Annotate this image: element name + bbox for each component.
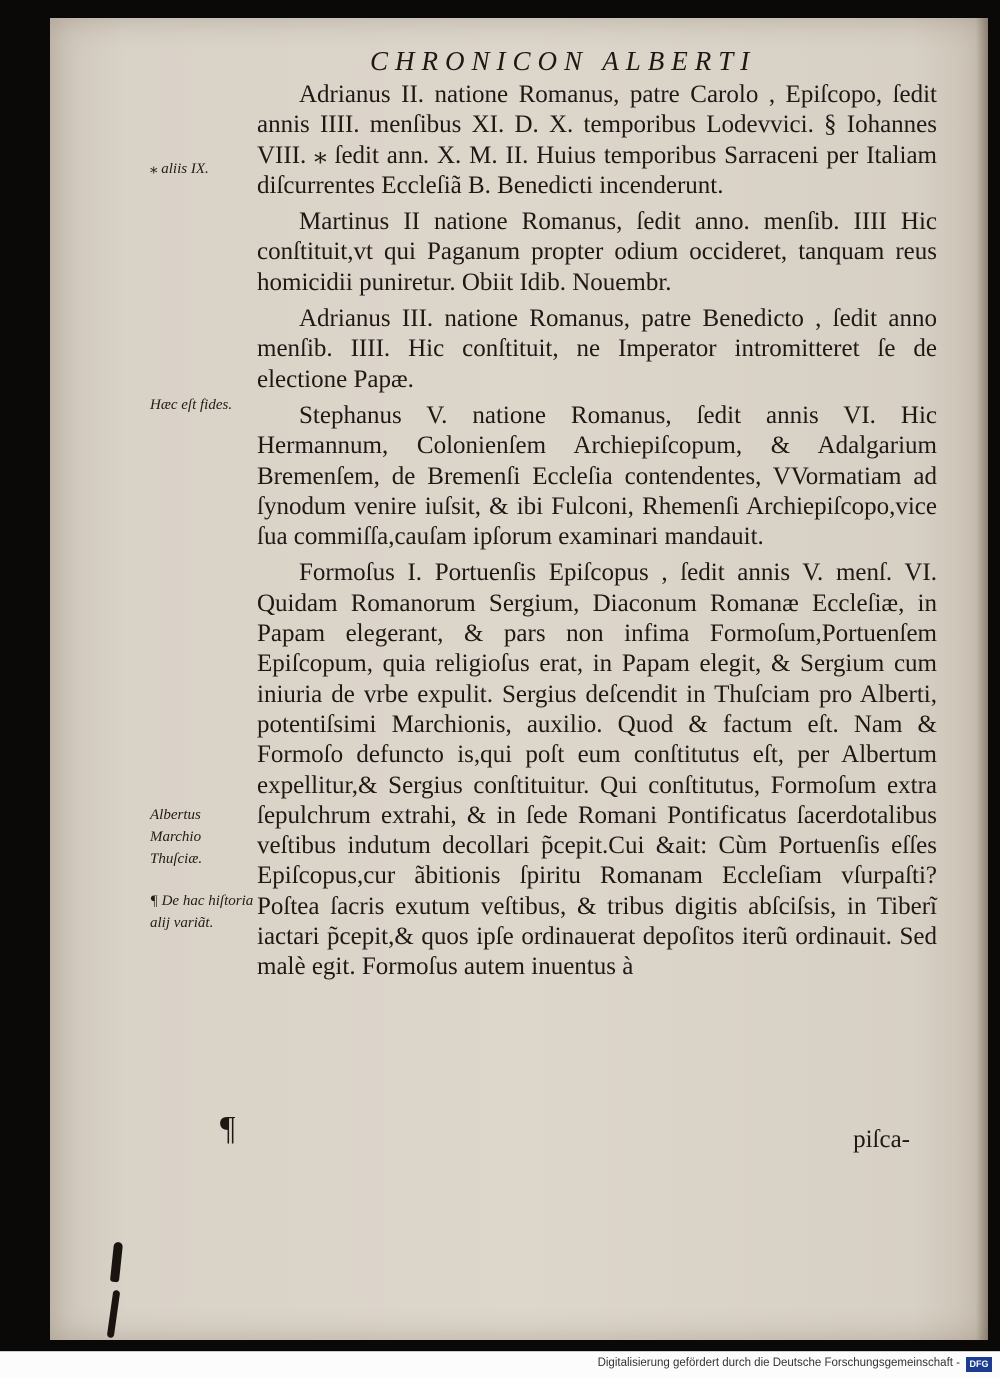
- scan-dark-edge: [0, 0, 50, 1352]
- paragraph-adrianus-ii: Adrianus II. natione Romanus, patre Carolo , Epiſcopo, ſedit annis IIII. menſibus XI. D. X. temporibus Lodevvici. § Iohannes VIII. ⁎ ſedit ann. X. M. II. Huius temporibus Sarraceni per Italiam diſcurrentes Eccleſiã B. Benedicti incenderunt.: [257, 81, 937, 199]
- paragraph-stephanus-v: Stephanus V. natione Romanus, ſedit annis VI. Hic Hermannum, Colonienſem Archiepiſcopum, & Adalgarium Bremenſem, de Bremenſi Eccleſia contendentes, VVormatiam ad ſynodum venire iuſsit, & ibi Fulconi, Rhemenſi Archiepiſcopo,vice ſua commiſſa,cauſam ipſorum examinari mandauit.: [257, 401, 937, 551]
- running-title: CHRONICON ALBERTI: [370, 46, 757, 76]
- digitization-footer: [0, 1351, 1000, 1378]
- margin-note-aliis: ⁎ aliis IX.: [150, 161, 209, 177]
- pilcrow-mark: ¶: [220, 1110, 236, 1147]
- paragraph-adrianus-iii: Adrianus III. natione Romanus, patre Benedicto , ſedit anno menſib. IIII. Hic conſtituit, ne Imperator intromitteret ſe de electione Papæ.: [257, 305, 937, 393]
- book-page: [50, 18, 988, 1340]
- paragraph-martinus-ii: Martinus II natione Romanus, ſedit anno. menſib. IIII Hic conſtituit,vt qui Paganum propter odium occideret, tanquam reus homicidii puniretur. Obiit Idib. Nouembr.: [257, 208, 937, 296]
- margin-note-albertus: Albertus Marchio Thuſciæ.: [150, 807, 203, 867]
- margin-note-haec-est-fides: Hæc eſt fides.: [150, 397, 233, 413]
- footer-credit: Digitalisierung gefördert durch die Deutsche Forschungsgemeinschaft -: [597, 1357, 960, 1369]
- paragraph-formosus-i: Formoſus I. Portuenſis Epiſcopus , ſedit annis V. menſ. VI. Quidam Romanorum Sergium, Diaconum Romanæ Eccleſiæ, in Papam elegerant, & pars non infima Formoſum,Portuenſem Epiſcopum, quia religioſus erat, in Papam elegit, & Sergium cum iniuria de vrbe expulit. Sergius deſcendit in Thuſciam pro Alberti, potentiſsimi Marchionis, auxilio. Quod & factum eſt. Nam & Formoſo defuncto is,qui poſt eum conſtitutus eſt, per Albertum expellitur,& Sergius conſtituitur. Qui conſtitutus, Formoſum extra ſepulchrum extrahi, & in ſede Romani Pontificatus ſacerdotalibus veſtibus indutum decollari p̃cepit.Cui &ait: Cùm Portuenſis eſſes Epiſcopus,cur ãbitionis ſpiritu Romanam Eccleſiam vſurpaſti? Poſtea ſacris exutum veſtibus, & tribus digitis abſciſsis, in Tiberĩ iactari p̃cepit,& quos ipſe ordinauerat depoſitos iterũ ordinauit. Sed malè egit. Formoſus autem inuentus à: [257, 559, 937, 981]
- margin-note-de-hac-historia: ¶ De hac hiſtoria alij variãt.: [150, 893, 254, 931]
- main-text-block: [257, 80, 937, 989]
- dfg-logo-icon: DFG: [966, 1357, 992, 1372]
- catchword: piſca-: [853, 1126, 910, 1153]
